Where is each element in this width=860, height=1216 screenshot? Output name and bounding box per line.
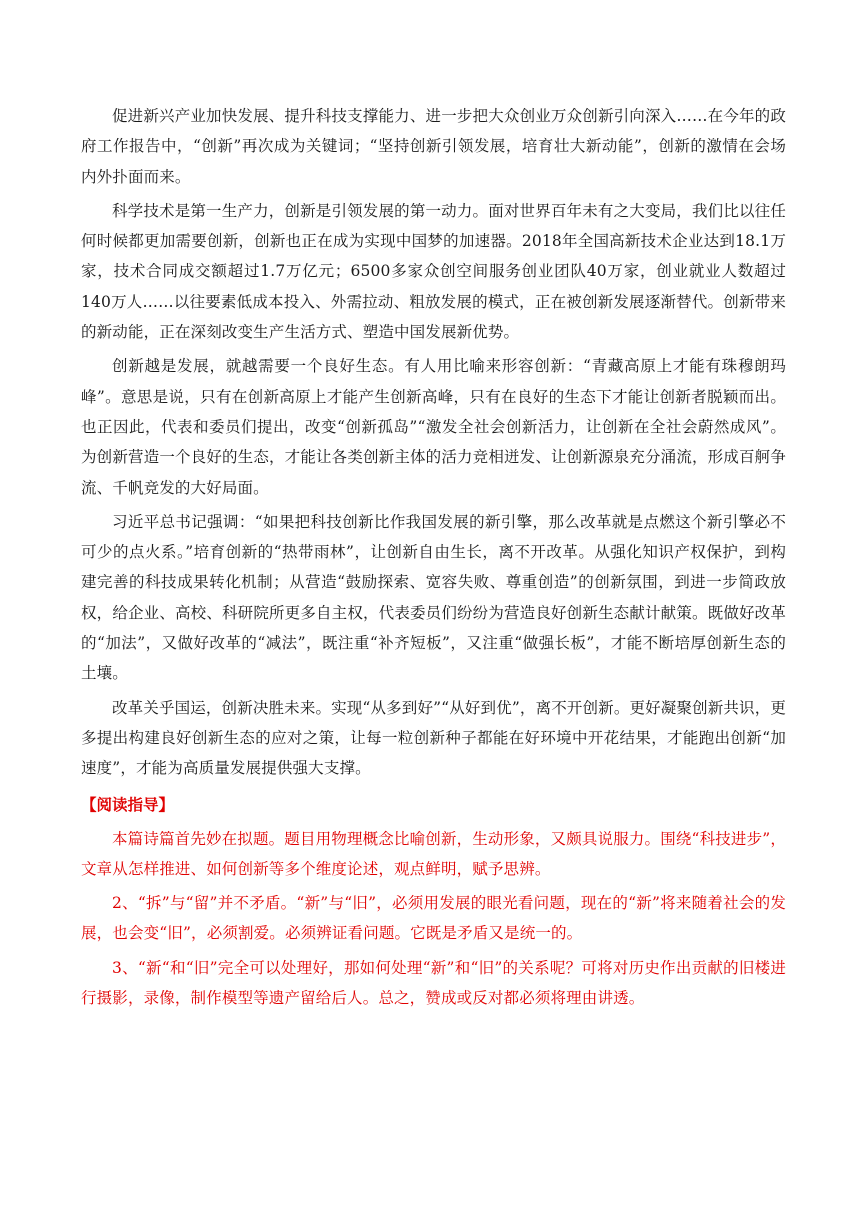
article-paragraph-5: 改革关乎国运，创新决胜未来。实现“从多到好”“从好到优”，离不开创新。更好凝聚创新共识，更多提出构建良好创新生态的应对之策，让每一粒创新种子都能在好环境中开花结果，才能跑出创新“加速度”，才能为高质量发展提供强大支撑。: [81, 698, 786, 778]
article-paragraph-4: 习近平总书记强调：“如果把科技创新比作我国发展的新引擎，那么改革就是点燃这个新引擎必不可少的点火系。”培育创新的“热带雨林”，让创新自由生长，离不开改革。从强化知识产权保护，到构建完善的科技成果转化机制；从营造“鼓励探索、宽容失败、尊重创造”的创新氛围，到进一步简政放权，给企业、高校、科研院所更多自主权，代表委员们纷纷为营造良好创新生态献计献策。既做好改革的“加法”，又做好改革的“减法”，既注重“补齐短板”，又注重“做强长板”，才能不断培厚创新生态的土壤。: [81, 512, 786, 683]
reading-guide: [81, 790, 786, 1014]
guide-paragraph-2: 2、“拆”与“留”并不矛盾。“新”与“旧”，必须用发展的眼光看问题，现在的“新”将来随着社会的发展，也会变“旧”，必须割爱。必须辨证看问题。它既是矛盾又是统一的。: [81, 894, 786, 943]
guide-paragraph-1: 本篇诗篇首先妙在拟题。题目用物理概念比喻创新，生动形象，又颇具说服力。围绕“科技进步”，文章从怎样推进、如何创新等多个维度论述，观点鲜明，赋予思辨。: [81, 829, 786, 878]
article-paragraph-1: 促进新兴产业加快发展、提升科技支撑能力、进一步把大众创业万众创新引向深入……在今年的政府工作报告中，“创新”再次成为关键词；“坚持创新引领发展，培育壮大新动能”，创新的激情在会场内外扑面而来。: [81, 107, 786, 186]
reading-guide-heading: 【阅读指导】: [81, 794, 175, 814]
article-paragraph-2: 科学技术是第一生产力，创新是引领发展的第一动力。面对世界百年未有之大变局，我们比以往任何时候都更加需要创新，创新也正在成为实现中国梦的加速器。2018年全国高新技术企业达到18.1万家，技术合同成交额超过1.7万亿元；6500多家众创空间服务创业团队40万家，创业就业人数超过140万人……以往要素低成本投入、外需拉动、粗放发展的模式，正在被创新发展逐渐替代。创新带来的新动能，正在深刻改变生产生活方式、塑造中国发展新优势。: [81, 201, 786, 342]
guide-paragraph-3: 3、“新“和“旧”完全可以处理好，那如何处理“新”和“旧”的关系呢？可将对历史作出贡献的旧楼进行摄影，录像，制作模型等遗产留给后人。总之，赞成或反对都必须将理由讲透。: [81, 958, 786, 1008]
article-paragraph-3: 创新越是发展，就越需要一个良好生态。有人用比喻来形容创新：“青藏高原上才能有珠穆朗玛峰”。意思是说，只有在创新高原上才能产生创新高峰，只有在良好的生态下才能让创新者脱颖而出。也正因此，代表和委员们提出，改变“创新孤岛”“激发全社会创新活力，让创新在全社会蔚然成风”。为创新营造一个良好的生态，才能让各类创新主体的活力竞相迸发、让创新源泉充分涌流，形成百舸争流、千帆竞发的大好局面。: [81, 357, 786, 497]
article-body: [81, 101, 786, 784]
